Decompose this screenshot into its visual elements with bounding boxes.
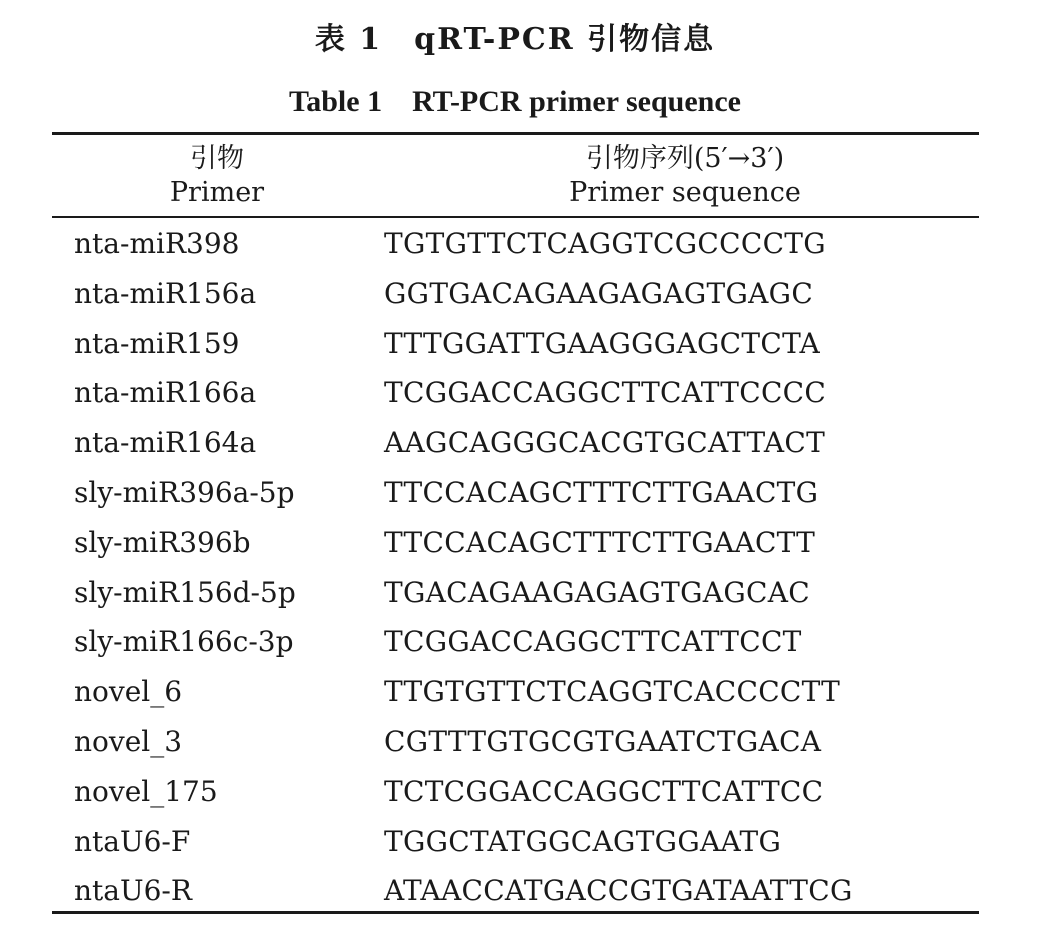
primer-sequence-cell: TGGCTATGGCAGTGGAATG <box>384 824 782 858</box>
table-row <box>0 320 1056 370</box>
primer-sequence-cell: TTCCACAGCTTTCTTGAACTT <box>384 525 816 559</box>
primer-sequence-cell: TCGGACCAGGCTTCATTCCT <box>384 625 802 659</box>
table-row <box>0 220 1056 270</box>
primer-name-cell: novel_175 <box>74 774 218 808</box>
primer-sequence-cell: TCGGACCAGGCTTCATTCCCC <box>384 376 827 410</box>
primer-name-cell: nta-miR159 <box>74 326 240 360</box>
primer-name-cell: nta-miR166a <box>74 376 257 410</box>
column-header-primer-cn: 引物 <box>190 143 244 174</box>
table-row <box>0 867 1056 917</box>
table-row <box>0 668 1056 718</box>
primer-sequence-cell: TTCCACAGCTTTCTTGAACTG <box>384 475 819 509</box>
table-header-rule <box>52 216 979 218</box>
primer-sequence-cell: TTGTGTTCTCAGGTCACCCCTT <box>384 675 841 709</box>
primer-sequence-cell: TTTGGATTGAAGGGAGCTCTA <box>384 326 821 360</box>
primer-sequence-cell: ATAACCATGACCGTGATAATTCG <box>384 874 853 908</box>
table-row <box>0 369 1056 419</box>
primer-sequence-cell: TCTCGGACCAGGCTTCATTCC <box>384 774 824 808</box>
primer-sequence-cell: GGTGACAGAAGAGAGTGAGC <box>384 276 814 310</box>
table-top-rule <box>52 132 979 135</box>
table-body <box>0 220 1056 917</box>
primer-name-cell: ntaU6-F <box>74 824 191 858</box>
table-row <box>0 469 1056 519</box>
table-row <box>0 569 1056 619</box>
table-row <box>0 718 1056 768</box>
primer-name-cell: ntaU6-R <box>74 874 192 908</box>
column-header-sequence-en: Primer sequence <box>569 177 801 208</box>
table-row <box>0 419 1056 469</box>
primer-name-cell: sly-miR396b <box>74 525 251 559</box>
primer-name-cell: nta-miR156a <box>74 276 257 310</box>
primer-sequence-cell: TGTGTTCTCAGGTCGCCCCTG <box>384 227 826 260</box>
table-title-english: Table 1 RT-PCR primer sequence <box>288 85 741 118</box>
primer-name-cell: sly-miR166c-3p <box>74 625 294 659</box>
table-row <box>0 818 1056 868</box>
table-title-chinese: 表 1 qRT-PCR 引物信息 <box>314 22 716 57</box>
table-row <box>0 270 1056 320</box>
primer-name-cell: sly-miR156d-5p <box>74 575 296 609</box>
table-bottom-rule <box>52 911 979 914</box>
column-header-sequence-cn: 引物序列(5′→3′) <box>585 143 785 174</box>
primer-sequence-cell: CGTTTGTGCGTGAATCTGACA <box>384 724 822 758</box>
primer-sequence-cell: AAGCAGGGCACGTGCATTACT <box>384 426 826 460</box>
primer-name-cell: sly-miR396a-5p <box>74 475 295 509</box>
primer-name-cell: nta-miR164a <box>74 426 257 460</box>
table-row <box>0 519 1056 569</box>
primer-name-cell: nta-miR398 <box>74 227 240 260</box>
column-header-primer-en: Primer <box>169 177 265 208</box>
column-header-primer <box>110 142 324 210</box>
primer-name-cell: novel_3 <box>74 724 183 758</box>
primer-sequence-cell: TGACAGAAGAGAGTGAGCAC <box>384 575 810 609</box>
column-header-sequence <box>470 142 900 210</box>
primer-name-cell: novel_6 <box>74 675 183 709</box>
table-row <box>0 618 1056 668</box>
table-row <box>0 768 1056 818</box>
